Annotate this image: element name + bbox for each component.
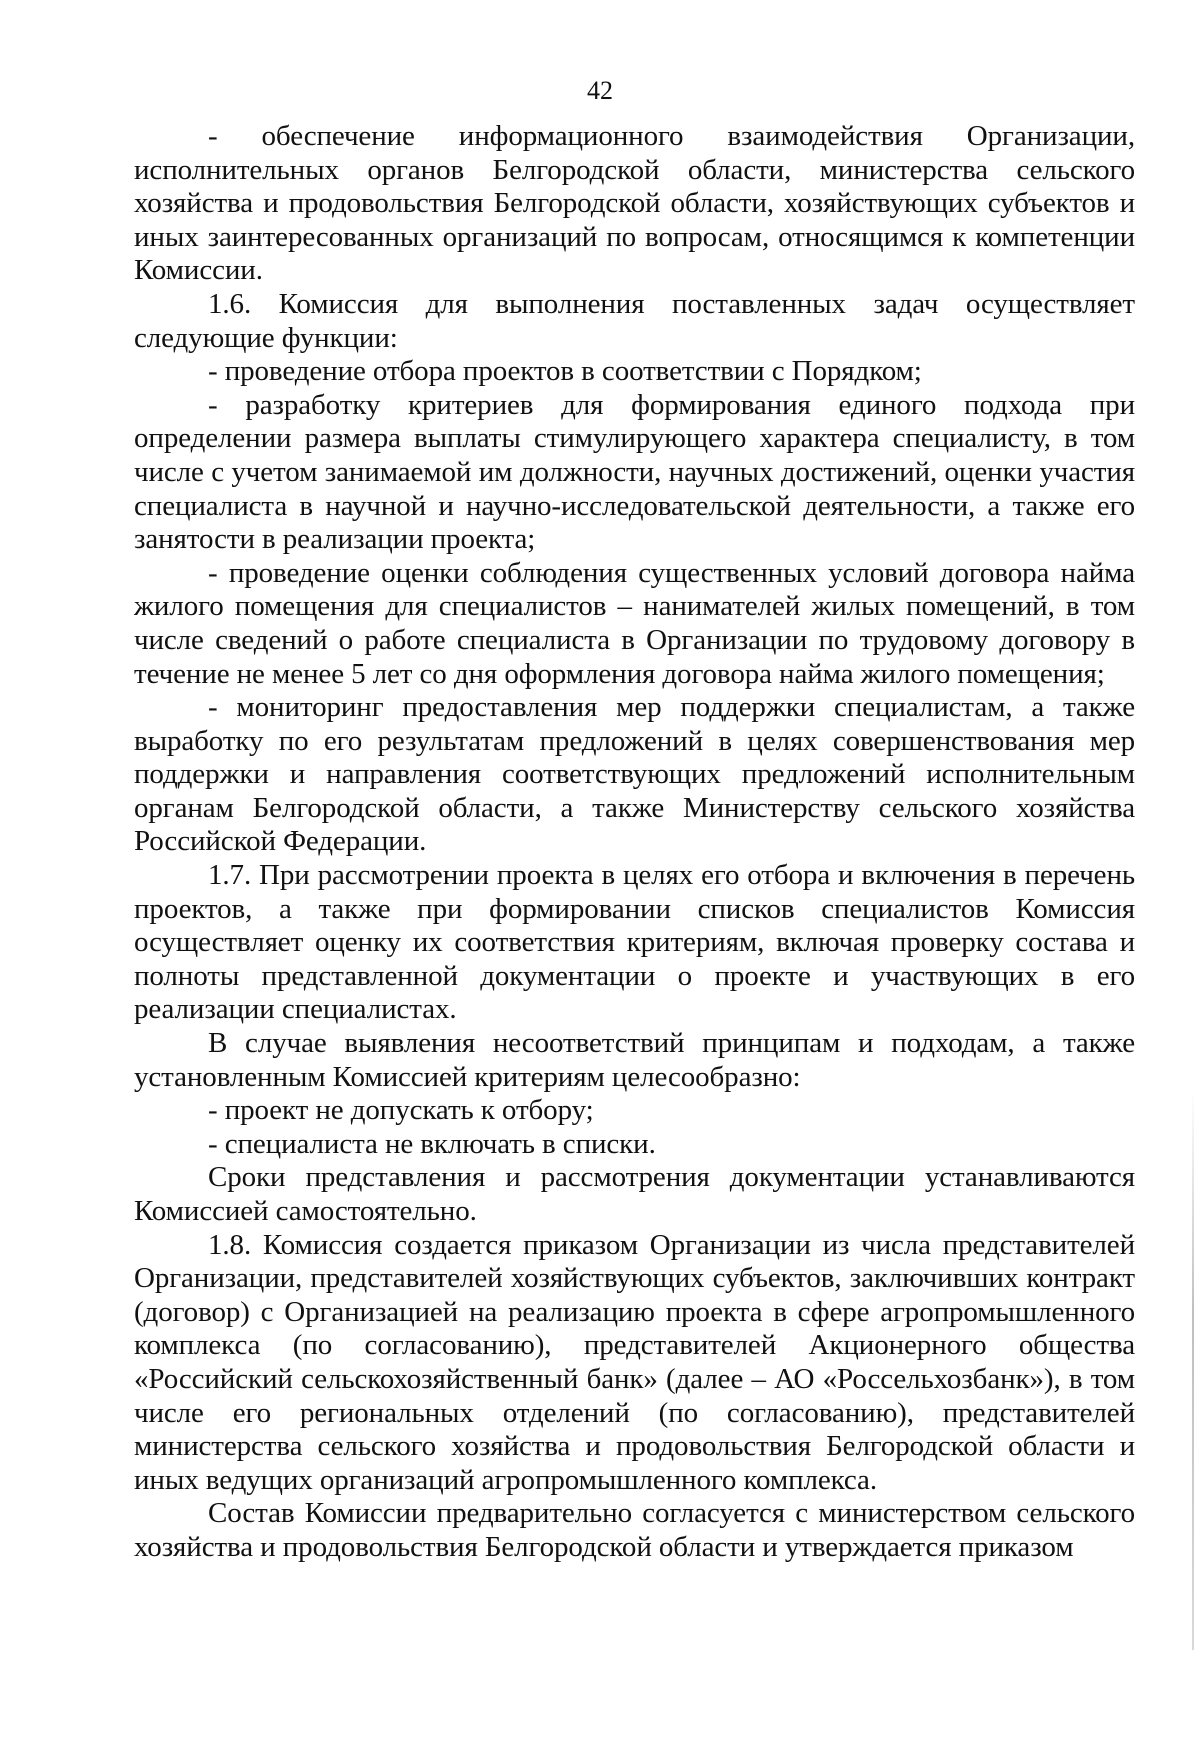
paragraph-project-selection: - проведение отбора проектов в соответствии с Порядком; (208, 355, 922, 388)
paragraph-section-1-6: 1.6. Комиссия для выполнения поставленных задач осуществляет следующие функции: (134, 287, 1135, 354)
paragraph-nonconformity: В случае выявления несоответствий принципам и подходам, а также установленным Комиссией критериям целесообразно: (134, 1027, 1135, 1093)
scan-edge-shadow (1192, 1090, 1194, 1650)
paragraph-project-exclusion: - проект не допускать к отбору; (208, 1094, 594, 1127)
paragraph-specialist-exclusion: - специалиста не включать в списки. (208, 1127, 656, 1160)
paragraph-lease-assessment: - проведение оценки соблюдения существенных условий договора найма жилого помещения для специалистов – нанимателей жилых помещений, в том числе сведений о работе специалиста в Организации по трудовому договору в течение не менее 5 лет со дня оформления договора найма жилого помещения; (134, 556, 1135, 690)
paragraph-deadlines: Сроки представления и рассмотрения документации устанавливаются Комиссией самостоятельно. (134, 1161, 1135, 1227)
paragraph-section-1-8: 1.8. Комиссия создается приказом Организации из числа представителей Организации, представителей хозяйствующих субъектов, заключивших контракт (договор) с Организацией на реализацию проекта в сфере агропромышленного комплекса (по согласованию), представителей Акционерного общества «Российский сельскохозяйственный банк» (далее – АО «Россельхозбанк»), в том числе его региональных отделений (по согласованию), представителей министерства сельского хозяйства и продовольствия Белгородской области и иных ведущих организаций агропромышленного комплекса. (134, 1228, 1135, 1496)
document-body (134, 120, 1135, 1565)
paragraph-support-monitoring: - мониторинг предоставления мер поддержки специалистам, а также выработку по его результатам предложений в целях совершенствования мер поддержки и направления соответствующих предложений исполнительным органам Белгородской области, а также Министерству сельского хозяйства Российской Федерации. (134, 691, 1135, 858)
paragraph-information-interaction: - обеспечение информационного взаимодействия Организации, исполнительных органов Белгородской области, министерства сельского хозяйства и продовольствия Белгородской области, хозяйствующих субъектов и иных заинтересованных организаций по вопросам, относящимся к компетенции Комиссии. (134, 120, 1135, 287)
paragraph-commission-composition: Состав Комиссии предварительно согласуется с министерством сельского хозяйства и продовольствия Белгородской области и утверждается приказом (134, 1497, 1135, 1563)
page-number: 42 (587, 76, 613, 105)
paragraph-section-1-7: 1.7. При рассмотрении проекта в целях его отбора и включения в перечень проектов, а также при формировании списков специалистов Комиссия осуществляет оценку их соответствия критериям, включая проверку состава и полноты представленной документации о проекте и участвующих в его реализации специалистах. (134, 859, 1135, 1026)
paragraph-criteria-development: - разработку критериев для формирования единого подхода при определении размера выплаты стимулирующего характера специалисту, в том числе с учетом занимаемой им должности, научных достижений, оценки участия специалиста в научной и научно-исследовательской деятельности, а также его занятости в реализации проекта; (134, 388, 1135, 556)
